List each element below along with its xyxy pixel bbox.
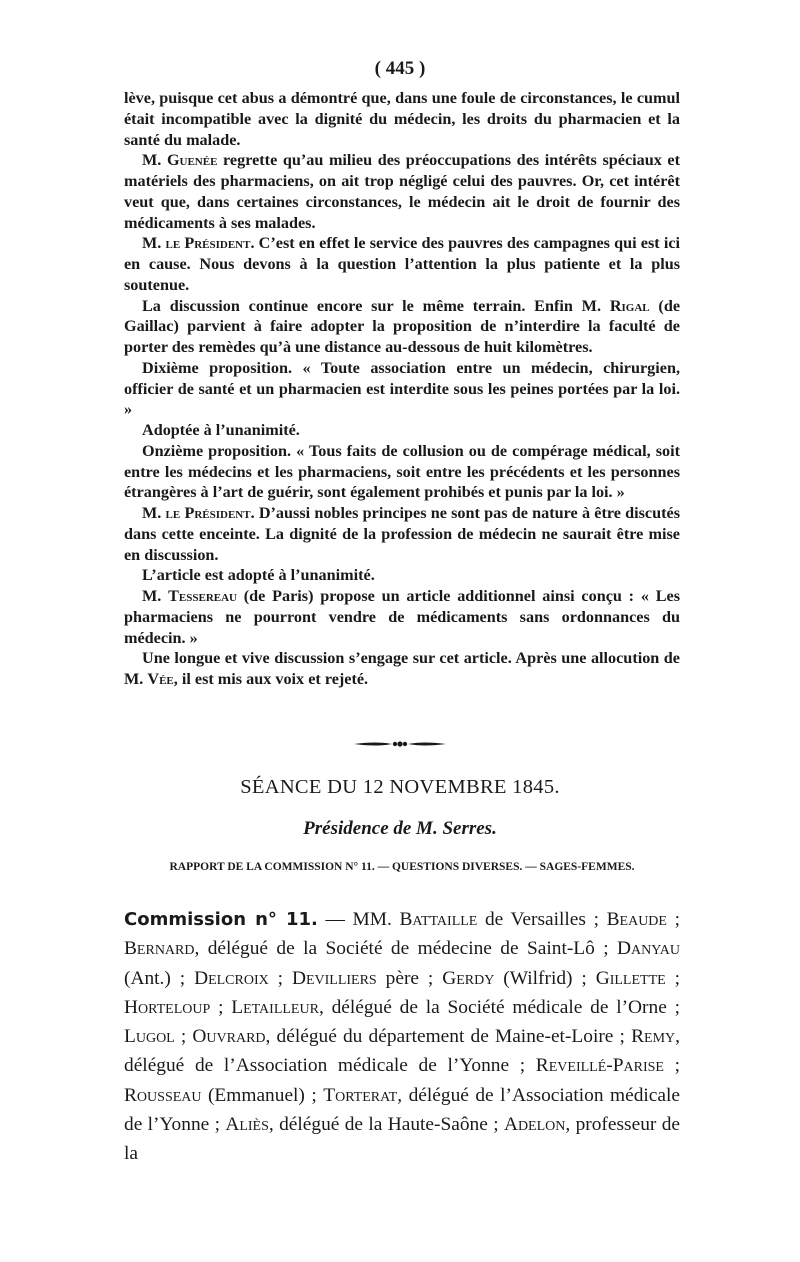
person-name: Bernard bbox=[124, 938, 195, 960]
text-run: , délégué de la Société de médecine de Saint-Lô ; bbox=[194, 938, 617, 960]
text-run: , délégué de l’Association médicale de l’Yonne ; bbox=[124, 1026, 680, 1077]
text-run: L’article est adopté à l’unanimité. bbox=[142, 566, 375, 585]
person-name: Reveillé-Parise bbox=[535, 1055, 664, 1077]
text-run: Adoptée à l’unanimité. bbox=[142, 421, 300, 439]
commission-members-text bbox=[124, 909, 680, 1164]
text-run: M. bbox=[142, 587, 169, 605]
text-run: M. bbox=[142, 151, 167, 170]
paragraph bbox=[124, 233, 680, 295]
rapport-heading: RAPPORT DE LA COMMISSION N° 11. — QUESTIONS DIVERSES. — SAGES-FEMMES. bbox=[169, 861, 635, 873]
person-name: Aliès bbox=[225, 1114, 269, 1136]
text-run: ; bbox=[666, 909, 680, 930]
person-name: Letailleur bbox=[231, 996, 319, 1018]
text-run: La discussion continue encore sur le même terrain. Enfin M. bbox=[142, 296, 610, 315]
text-run: père ; bbox=[376, 967, 443, 989]
person-name: le Président bbox=[165, 234, 251, 253]
person-name: Horteloup bbox=[124, 996, 211, 1018]
text-run: M. bbox=[142, 504, 166, 522]
person-name: Battaille bbox=[399, 909, 478, 930]
person-name: Rigal bbox=[609, 296, 650, 315]
person-name: Gerdy bbox=[442, 967, 495, 989]
text-run: , délégué de la Société médicale de l’Orne ; bbox=[318, 996, 680, 1018]
text-run: Une longue et vive discussion s’engage sur cet article. Après une allocution de M. bbox=[124, 649, 680, 688]
paragraph bbox=[124, 503, 680, 565]
paragraph bbox=[124, 565, 680, 586]
text-run: . C’est en effet le service des pauvres des campagnes qui est ici en cause. Nous devons à la question l’attention la plus patiente et la plus soutenue. bbox=[124, 234, 680, 294]
text-run: de Versailles ; bbox=[477, 909, 607, 930]
text-run: regrette qu’au milieu des préoccupations des intérêts spéciaux et matériels des pharmaciens, on ait trop négligé celui des pauvres. Or, cet intérêt veut que, dans certaines circonstances, le médecin ait le droit de fournir des médicaments à ses malades. bbox=[124, 151, 680, 232]
paragraph bbox=[124, 150, 680, 233]
text-run: , délégué de l’Association médicale de l’Yonne ; bbox=[124, 1084, 680, 1136]
commission-members bbox=[124, 905, 680, 1169]
text-run: (Ant.) ; bbox=[124, 967, 195, 989]
person-name: Ouvrard bbox=[192, 1026, 266, 1048]
text-run: Dixième proposition. « Toute association entre un médecin, chirurgien, officier de santé et un pharmacien est interdite sous les peines portées par la loi. » bbox=[124, 358, 680, 419]
text-run: lève, puisque cet abus a démontré que, dans une foule de circonstances, le cumul était incompatible avec la dignité du médecin, les droits du pharmacien et la santé du malade. bbox=[124, 89, 680, 149]
ornament-divider bbox=[352, 739, 448, 749]
text-run: (Wilfrid) ; bbox=[494, 967, 596, 989]
person-name: Lugol bbox=[124, 1026, 175, 1048]
paragraph bbox=[124, 441, 680, 503]
text-run: (de Gaillac) parvient à faire adopter la proposition de n’interdire la faculté de porter des remèdes qu’à une distance au-dessous de huit kilomètres. bbox=[124, 296, 681, 356]
text-run: Onzième proposition. « Tous faits de collusion ou de compérage médical, soit entre les médecins et les pharmaciens, soit entre les précédents et les personnes étrangères à l’art de guérir, sont également prohibés et punis par la loi. » bbox=[124, 441, 680, 502]
text-run: , délégué du département de Maine-et-Loire ; bbox=[265, 1026, 632, 1048]
paragraph bbox=[124, 88, 680, 150]
person-name: Guenée bbox=[166, 151, 218, 170]
session-title: SÉANCE DU 12 NOVEMBRE 1845. bbox=[240, 776, 560, 798]
text-run: M. bbox=[142, 234, 166, 253]
text-run: ; bbox=[174, 1026, 193, 1048]
text-run: (Emmanuel) ; bbox=[201, 1084, 324, 1106]
person-name: Beaude bbox=[606, 909, 667, 930]
person-name: Danyau bbox=[616, 938, 680, 960]
text-run: ; bbox=[210, 996, 232, 1018]
person-name: Remy bbox=[631, 1026, 676, 1048]
text-run: (de Paris) propose un article additionnel ainsi conçu : « Les pharmaciens ne pourront vendre de médicaments sans ordonnances du médecin. » bbox=[124, 587, 680, 647]
page-number: ( 445 ) bbox=[374, 58, 426, 79]
person-name: Delcroix bbox=[194, 967, 269, 989]
person-name: Vée bbox=[147, 670, 174, 688]
paragraph bbox=[124, 648, 680, 690]
person-name: Devilliers bbox=[291, 967, 377, 989]
text-run: , il est mis aux voix et rejeté. bbox=[173, 670, 369, 688]
text-run: ; bbox=[663, 1055, 680, 1077]
presidence-line: Présidence de M. Serres. bbox=[303, 818, 497, 839]
text-run: ; bbox=[665, 967, 680, 989]
paragraph bbox=[124, 420, 680, 441]
text-run: , professeur de la bbox=[124, 1114, 680, 1165]
text-run: ; bbox=[268, 967, 292, 989]
person-name: Torterat bbox=[323, 1084, 398, 1106]
person-name: le Président bbox=[165, 504, 251, 522]
minutes-body bbox=[124, 88, 680, 690]
text-run: , délégué de la Haute-Saône ; bbox=[268, 1114, 504, 1136]
text-run: — MM. bbox=[325, 909, 400, 930]
person-name: Adelon bbox=[503, 1114, 566, 1136]
paragraph bbox=[124, 358, 680, 420]
person-name: Rousseau bbox=[124, 1084, 202, 1106]
paragraph bbox=[124, 296, 680, 358]
person-name: Tessereau bbox=[168, 587, 237, 605]
text-run: . D’aussi nobles principes ne sont pas de nature à être discutés dans cette enceinte. La dignité de la profession de médecin ne saurait être mise en discussion. bbox=[124, 504, 680, 564]
paragraph bbox=[124, 586, 680, 648]
commission-lead: Commission n° 11. bbox=[124, 909, 318, 930]
person-name: Gillette bbox=[595, 967, 666, 989]
